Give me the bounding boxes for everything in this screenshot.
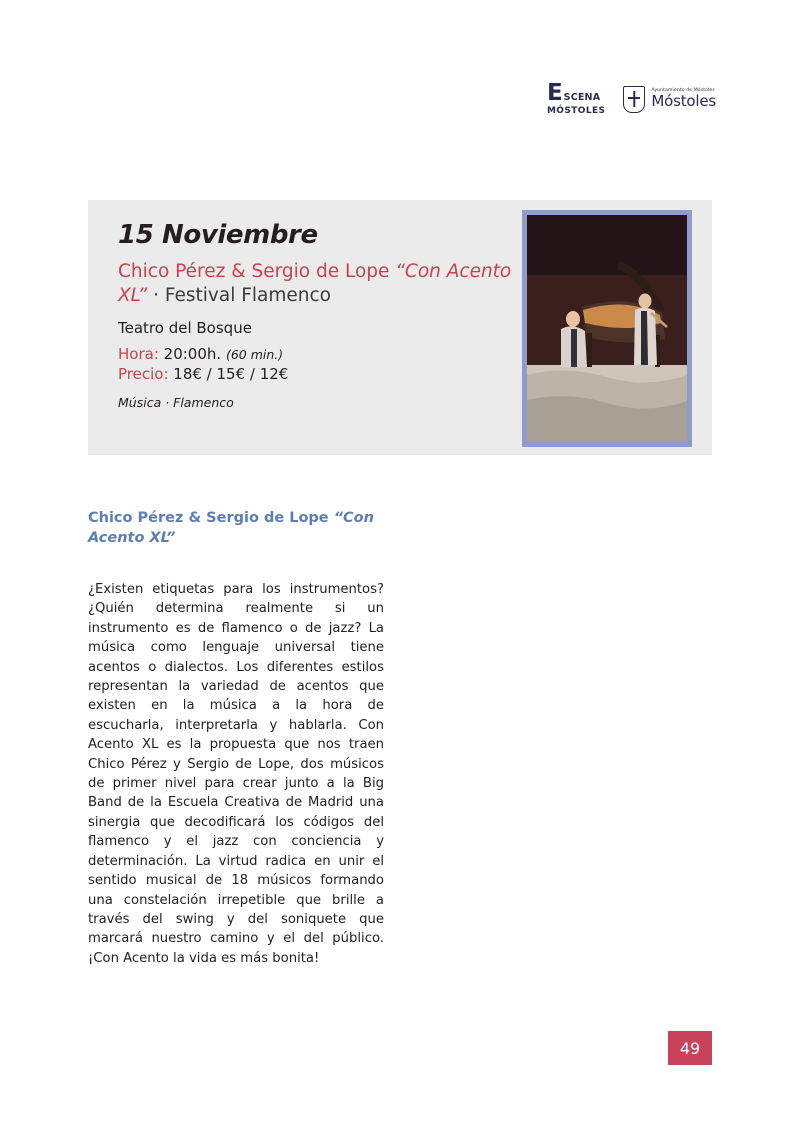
shield-icon	[623, 86, 645, 113]
escena-logo-city: MÓSTOLES	[546, 105, 606, 116]
event-time-label: Hora:	[118, 345, 159, 364]
escena-logo-initial: E	[546, 80, 562, 106]
event-venue: Teatro del Bosque	[118, 319, 252, 338]
event-details	[118, 220, 518, 410]
article-heading-show: “Con Acento XL”	[88, 510, 374, 546]
event-time-value: 20:00h.	[163, 345, 222, 364]
page-number-badge: 49	[668, 1031, 712, 1065]
event-title-show: “Con Acento XL”	[118, 261, 512, 306]
article-heading-artists: Chico Pérez & Sergio de Lope	[88, 510, 334, 526]
escena-logo-wordmark	[546, 80, 601, 106]
event-photo	[522, 210, 692, 447]
event-photo-illustration	[527, 215, 687, 442]
event-title-festival: · Festival Flamenco	[147, 284, 331, 306]
city-hall-subtitle: Ayuntamiento de Móstoles	[651, 88, 715, 94]
event-card	[88, 200, 712, 455]
escena-logo-word: SCENA	[563, 92, 601, 104]
event-title	[118, 260, 518, 307]
event-price-label: Precio:	[118, 365, 169, 384]
city-hall-name: Móstoles	[651, 92, 716, 111]
event-price-row	[118, 365, 518, 383]
event-date: 15 Noviembre	[118, 220, 318, 250]
event-time-row	[118, 345, 518, 363]
article-paragraph: ¿Existen etiquetas para los instrumentos? ¿Quién determina realmente si un instrumento es de flamenco o de jazz? La música como lenguaje universal tiene acentos o dialectos. Los diferentes estilos representan la variedad de acentos que existen en la música a la hora de escucharla, interpretarla y hablarla. Con Acento XL es la propuesta que nos traen Chico Pérez y Sergio de Lope, dos músicos de primer nivel para crear junto a la Big Band de la Escuela Creativa de Madrid una sinergia que decodificará los códigos del flamenco y el jazz con conciencia y determinación. La virtud radica en unir el sentido musical de 18 músicos formando una constelación irrepetible que brille a través del swing y del soniquete que marcará nuestro camino y el del público. ¡Con Acento la vida es más bonita!	[88, 582, 384, 966]
event-genre: Música · Flamenco	[118, 395, 234, 411]
article-block	[88, 508, 384, 968]
city-hall-text	[651, 89, 716, 110]
event-price-value: 18€ / 15€ / 12€	[173, 365, 289, 384]
article-body	[88, 580, 384, 968]
city-hall-logo	[623, 86, 716, 113]
event-title-artists: Chico Pérez & Sergio de Lope	[118, 261, 396, 282]
header-logo-bar	[546, 80, 716, 116]
event-duration: (60 min.)	[225, 347, 284, 363]
article-heading	[88, 508, 384, 548]
escena-mostoles-logo	[546, 80, 606, 116]
